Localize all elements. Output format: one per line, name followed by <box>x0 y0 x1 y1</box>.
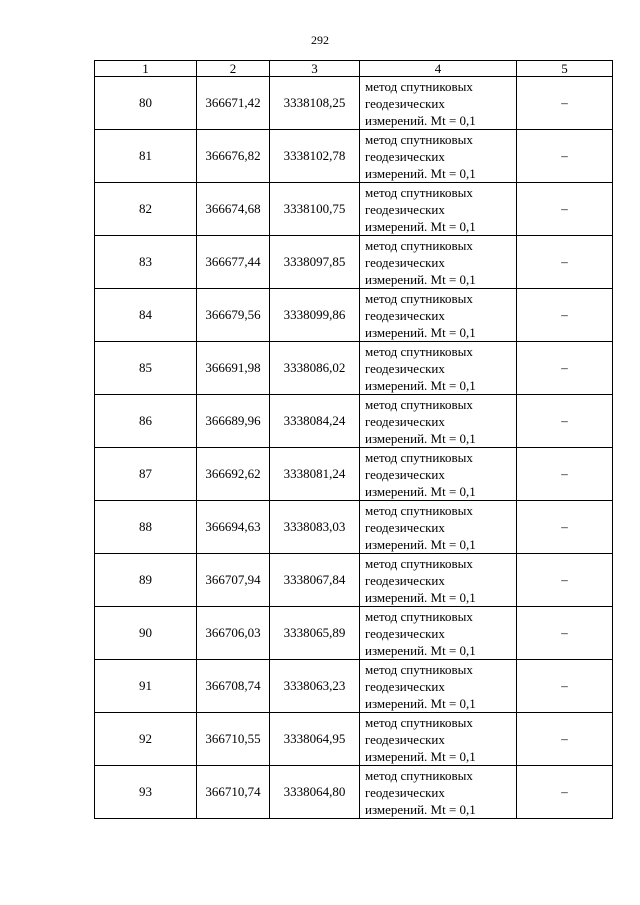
method-line: метод спутниковых <box>365 343 473 359</box>
method-line: метод спутниковых <box>365 449 473 465</box>
point-number-cell: 88 <box>95 501 197 554</box>
table-row <box>95 289 613 342</box>
point-number-cell: 87 <box>95 448 197 501</box>
x-coordinate-cell: 366676,82 <box>197 130 270 183</box>
column-header-4: 4 <box>360 61 517 77</box>
y-coordinate-cell: 3338064,95 <box>270 713 360 766</box>
point-number-cell: 84 <box>95 289 197 342</box>
note-cell: – <box>517 395 613 448</box>
x-coordinate-cell: 366692,62 <box>197 448 270 501</box>
y-coordinate-cell: 3338099,86 <box>270 289 360 342</box>
point-number-cell: 81 <box>95 130 197 183</box>
method-line: метод спутниковых <box>365 608 473 624</box>
x-coordinate-cell: 366671,42 <box>197 77 270 130</box>
note-cell: – <box>517 607 613 660</box>
point-number-cell: 82 <box>95 183 197 236</box>
method-line: метод спутниковых <box>365 661 473 677</box>
method-cell <box>360 395 517 448</box>
note-cell: – <box>517 130 613 183</box>
point-number-cell: 83 <box>95 236 197 289</box>
table-row <box>95 554 613 607</box>
method-cell <box>360 501 517 554</box>
method-line: геодезических <box>365 466 445 482</box>
y-coordinate-cell: 3338086,02 <box>270 342 360 395</box>
x-coordinate-cell: 366710,74 <box>197 766 270 819</box>
table-row <box>95 236 613 289</box>
method-line: измерений. Mt = 0,1 <box>365 536 476 552</box>
table-row <box>95 130 613 183</box>
point-number-cell: 80 <box>95 77 197 130</box>
method-line: измерений. Mt = 0,1 <box>365 218 476 234</box>
y-coordinate-cell: 3338097,85 <box>270 236 360 289</box>
table-row <box>95 448 613 501</box>
method-line: измерений. Mt = 0,1 <box>365 483 476 499</box>
method-cell <box>360 342 517 395</box>
point-number-cell: 89 <box>95 554 197 607</box>
y-coordinate-cell: 3338081,24 <box>270 448 360 501</box>
column-header-5: 5 <box>517 61 613 77</box>
method-line: измерений. Mt = 0,1 <box>365 642 476 658</box>
method-line: измерений. Mt = 0,1 <box>365 324 476 340</box>
point-number-cell: 93 <box>95 766 197 819</box>
method-line: измерений. Mt = 0,1 <box>365 271 476 287</box>
method-line: геодезических <box>365 625 445 641</box>
method-line: измерений. Mt = 0,1 <box>365 165 476 181</box>
x-coordinate-cell: 366707,94 <box>197 554 270 607</box>
method-line: геодезических <box>365 731 445 747</box>
note-cell: – <box>517 342 613 395</box>
method-cell <box>360 236 517 289</box>
point-number-cell: 85 <box>95 342 197 395</box>
x-coordinate-cell: 366679,56 <box>197 289 270 342</box>
note-cell: – <box>517 766 613 819</box>
table-row <box>95 183 613 236</box>
point-number-cell: 90 <box>95 607 197 660</box>
x-coordinate-cell: 366689,96 <box>197 395 270 448</box>
table-row <box>95 766 613 819</box>
method-line: метод спутниковых <box>365 502 473 518</box>
table-row <box>95 77 613 130</box>
x-coordinate-cell: 366677,44 <box>197 236 270 289</box>
x-coordinate-cell: 366708,74 <box>197 660 270 713</box>
column-header-1: 1 <box>95 61 197 77</box>
x-coordinate-cell: 366674,68 <box>197 183 270 236</box>
y-coordinate-cell: 3338083,03 <box>270 501 360 554</box>
x-coordinate-cell: 366706,03 <box>197 607 270 660</box>
method-line: метод спутниковых <box>365 767 473 783</box>
note-cell: – <box>517 448 613 501</box>
method-line: измерений. Mt = 0,1 <box>365 695 476 711</box>
note-cell: – <box>517 289 613 342</box>
method-cell <box>360 554 517 607</box>
method-line: метод спутниковых <box>365 184 473 200</box>
note-cell: – <box>517 660 613 713</box>
method-cell <box>360 289 517 342</box>
method-line: метод спутниковых <box>365 555 473 571</box>
note-cell: – <box>517 77 613 130</box>
x-coordinate-cell: 366694,63 <box>197 501 270 554</box>
y-coordinate-cell: 3338084,24 <box>270 395 360 448</box>
method-line: измерений. Mt = 0,1 <box>365 801 476 817</box>
method-line: метод спутниковых <box>365 78 473 94</box>
note-cell: – <box>517 236 613 289</box>
method-cell <box>360 607 517 660</box>
note-cell: – <box>517 501 613 554</box>
method-line: измерений. Mt = 0,1 <box>365 748 476 764</box>
column-header-3: 3 <box>270 61 360 77</box>
x-coordinate-cell: 366691,98 <box>197 342 270 395</box>
method-line: геодезических <box>365 201 445 217</box>
method-cell <box>360 713 517 766</box>
method-line: геодезических <box>365 413 445 429</box>
table-row <box>95 607 613 660</box>
method-line: геодезических <box>365 784 445 800</box>
method-line: метод спутниковых <box>365 131 473 147</box>
method-line: геодезических <box>365 519 445 535</box>
method-line: геодезических <box>365 254 445 270</box>
method-line: метод спутниковых <box>365 396 473 412</box>
table-row <box>95 395 613 448</box>
method-cell <box>360 766 517 819</box>
table-row <box>95 713 613 766</box>
point-number-cell: 86 <box>95 395 197 448</box>
method-line: геодезических <box>365 95 445 111</box>
table-row <box>95 342 613 395</box>
method-cell <box>360 130 517 183</box>
method-cell <box>360 183 517 236</box>
method-cell <box>360 660 517 713</box>
method-cell <box>360 77 517 130</box>
note-cell: – <box>517 713 613 766</box>
note-cell: – <box>517 554 613 607</box>
x-coordinate-cell: 366710,55 <box>197 713 270 766</box>
method-line: геодезических <box>365 148 445 164</box>
method-line: измерений. Mt = 0,1 <box>365 430 476 446</box>
method-line: геодезических <box>365 678 445 694</box>
method-line: геодезических <box>365 360 445 376</box>
y-coordinate-cell: 3338065,89 <box>270 607 360 660</box>
page-number: 292 <box>311 33 329 47</box>
y-coordinate-cell: 3338064,80 <box>270 766 360 819</box>
method-line: геодезических <box>365 572 445 588</box>
method-line: метод спутниковых <box>365 290 473 306</box>
y-coordinate-cell: 3338108,25 <box>270 77 360 130</box>
method-line: измерений. Mt = 0,1 <box>365 589 476 605</box>
y-coordinate-cell: 3338063,23 <box>270 660 360 713</box>
method-line: метод спутниковых <box>365 714 473 730</box>
header-row <box>95 61 613 77</box>
table-row <box>95 660 613 713</box>
coordinates-table <box>94 60 613 819</box>
note-cell: – <box>517 183 613 236</box>
method-line: метод спутниковых <box>365 237 473 253</box>
y-coordinate-cell: 3338100,75 <box>270 183 360 236</box>
method-cell <box>360 448 517 501</box>
point-number-cell: 92 <box>95 713 197 766</box>
method-line: измерений. Mt = 0,1 <box>365 377 476 393</box>
method-line: измерений. Mt = 0,1 <box>365 112 476 128</box>
column-header-2: 2 <box>197 61 270 77</box>
y-coordinate-cell: 3338102,78 <box>270 130 360 183</box>
point-number-cell: 91 <box>95 660 197 713</box>
y-coordinate-cell: 3338067,84 <box>270 554 360 607</box>
method-line: геодезических <box>365 307 445 323</box>
table-row <box>95 501 613 554</box>
